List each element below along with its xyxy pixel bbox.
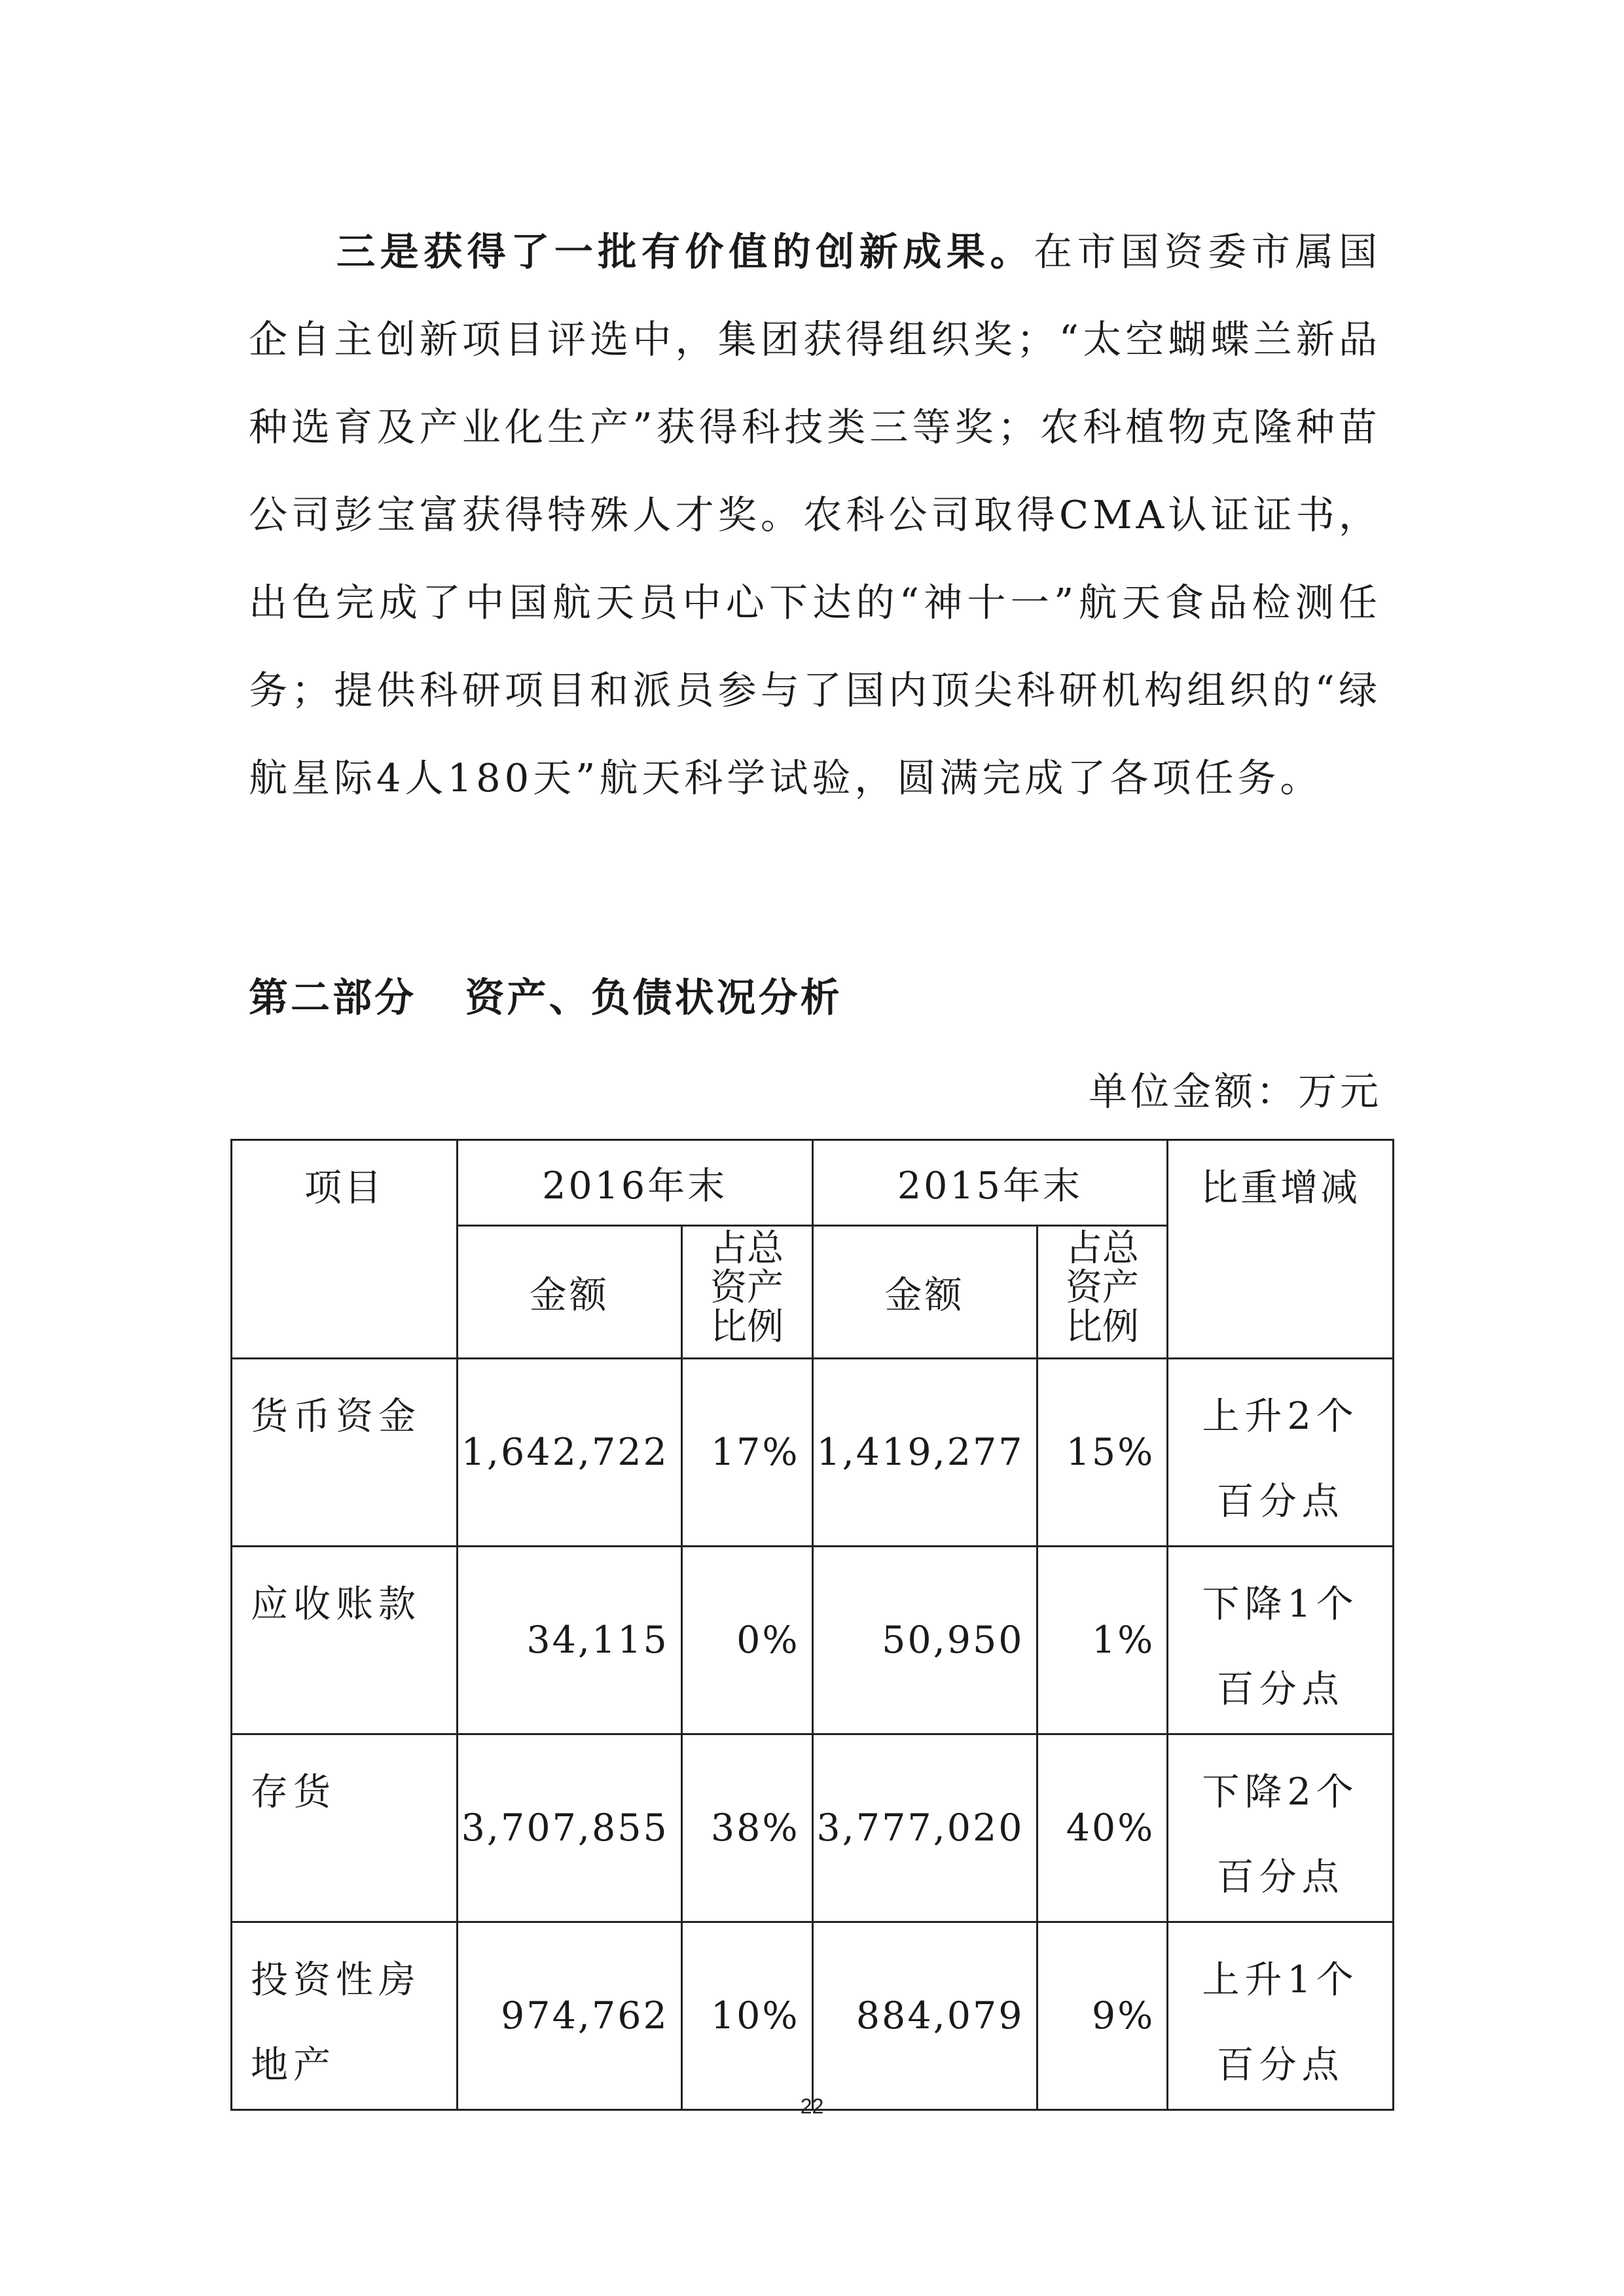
unit-note: 单位金额：万元 [1088, 1069, 1382, 1114]
change-line: 百分点 [1216, 1668, 1344, 1711]
change-line: 下降1个 [1202, 1583, 1359, 1626]
ratio-change [1168, 1359, 1394, 1547]
item-line: 货币资金 [251, 1395, 421, 1438]
item-line: 投资性房 [251, 1958, 421, 2001]
table-row [232, 1547, 1394, 1734]
change-line: 上升2个 [1202, 1395, 1359, 1438]
ratio-change [1168, 1734, 1394, 1922]
ratio-change [1168, 1922, 1394, 2110]
row-item [232, 1734, 458, 1922]
item-line: 地产 [251, 2043, 336, 2087]
row-item [232, 1922, 458, 2110]
ratio-line1: 占总 [1065, 1227, 1139, 1270]
amount-2015: 884,079 [812, 1922, 1037, 2110]
change-line: 百分点 [1216, 2043, 1344, 2087]
header-ratio-2016 [681, 1226, 812, 1359]
change-line: 上升1个 [1202, 1958, 1359, 2001]
ratio-line2: 资产 [1065, 1266, 1139, 1309]
ratio-line3: 比例 [710, 1306, 784, 1348]
item-line: 存货 [251, 1770, 336, 1814]
section-title: 第二部分 资产、负债状况分析 [249, 975, 842, 1021]
row-item [232, 1359, 458, 1547]
ratio-2015: 9% [1037, 1922, 1168, 2110]
header-2016: 2016年末 [457, 1140, 812, 1226]
amount-2015: 3,777,020 [812, 1734, 1037, 1922]
amount-2016: 974,762 [457, 1922, 681, 2110]
change-line: 百分点 [1216, 1856, 1344, 1899]
amount-2016: 1,642,722 [457, 1359, 681, 1547]
ratio-line3: 比例 [1065, 1306, 1139, 1348]
table-row [232, 1734, 1394, 1922]
table-header-row [232, 1140, 1394, 1226]
paragraph-lead-bold: 三是获得了一批有价值的创新成果。 [336, 229, 1034, 274]
header-amount-2016: 金额 [457, 1226, 681, 1359]
header-2015: 2015年末 [812, 1140, 1168, 1226]
item-line: 应收账款 [251, 1583, 421, 1626]
table-row [232, 1359, 1394, 1547]
amount-2016: 34,115 [457, 1547, 681, 1734]
ratio-line1: 占总 [710, 1227, 784, 1270]
change-line: 百分点 [1216, 1480, 1344, 1523]
ratio-line2: 资产 [710, 1266, 784, 1309]
header-item: 项目 [232, 1140, 458, 1359]
amount-2015: 1,419,277 [812, 1359, 1037, 1547]
ratio-change [1168, 1547, 1394, 1734]
page-number: 22 [800, 2094, 824, 2118]
ratio-2016: 17% [681, 1359, 812, 1547]
innovation-paragraph [249, 208, 1381, 822]
row-item [232, 1547, 458, 1734]
ratio-2016: 0% [681, 1547, 812, 1734]
ratio-2015: 15% [1037, 1359, 1168, 1547]
ratio-2016: 10% [681, 1922, 812, 2110]
paragraph-body: 在市国资委市属国企自主创新项目评选中，集团获得组织奖；“太空蝴蝶兰新品种选育及产业化生产”获得科技类三等奖；农科植物克隆种苗公司彭宝富获得特殊人才奖。农科公司取得CMA认证证书，出色完成了中国航天员中心下达的“神十一”航天食品检测任务；提供科研项目和派员参与了国内顶尖科研机构组织的“绿航星际4人180天”航天科学试验，圆满完成了各项任务。 [249, 229, 1381, 800]
header-amount-2015: 金额 [812, 1226, 1037, 1359]
ratio-2015: 1% [1037, 1547, 1168, 1734]
ratio-2015: 40% [1037, 1734, 1168, 1922]
change-line: 下降2个 [1202, 1770, 1359, 1814]
amount-2016: 3,707,855 [457, 1734, 681, 1922]
header-ratio-2015 [1037, 1226, 1168, 1359]
ratio-2016: 38% [681, 1734, 812, 1922]
amount-2015: 50,950 [812, 1547, 1037, 1734]
table-row [232, 1922, 1394, 2110]
header-change: 比重增减 [1168, 1140, 1394, 1359]
asset-table [230, 1139, 1394, 2111]
